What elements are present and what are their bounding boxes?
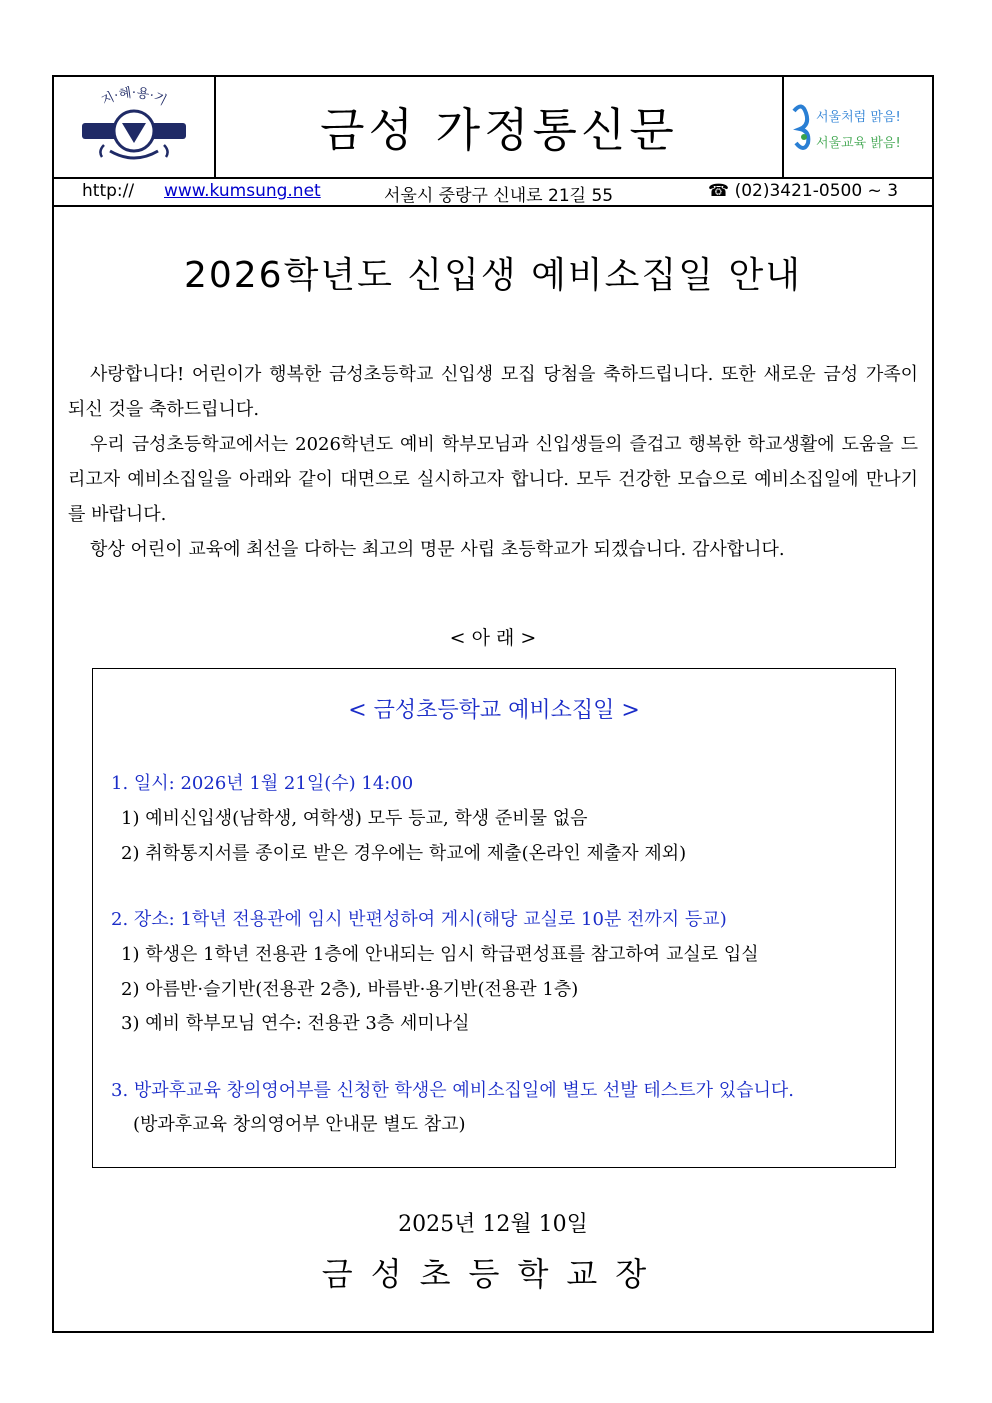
url-prefix: http://: [82, 181, 135, 201]
schedule-subitem: 2) 취학통지서를 종이로 받은 경우에는 학교에 제출(온라인 제출자 제외): [121, 843, 687, 864]
schedule-subitem: (방과후교육 창의영어부 안내문 별도 참고): [133, 1114, 466, 1135]
paragraph: 사랑합니다! 어린이가 행복한 금성초등학교 신입생 모집 당첨을 축하드립니다. 또한 새로운 금성 가족이 되신 것을 축하드립니다.: [68, 364, 918, 420]
schedule-subitem: 1) 예비신입생(남학생, 여학생) 모두 등교, 학생 준비물 없음: [121, 808, 588, 829]
schedule-box-title: < 금성초등학교 예비소집일 >: [348, 698, 640, 723]
schedule-subitem: 1) 학생은 1학년 전용관 1층에 안내되는 임시 학급편성표를 참고하여 교실로 입실: [121, 944, 759, 965]
seoul-education-slogan: [782, 77, 934, 177]
details-heading: < 아 래 >: [449, 627, 537, 649]
issue-date: 2025년 12월 10일: [398, 1212, 588, 1237]
slogan-line-2: 서울교육 밝음!: [816, 136, 901, 151]
school-logo: [54, 77, 216, 177]
schedule-subitem: 3) 예비 학부모님 연수: 전용관 3층 세미나실: [121, 1013, 470, 1034]
newsletter-title: 금성 가정통신문: [320, 103, 678, 157]
paragraph: 우리 금성초등학교에서는 2026학년도 예비 학부모님과 신입생들의 즐겁고 행복한 학교생활에 도움을 드리고자 예비소집일을 아래와 같이 대면으로 실시하고자 합니다. 모두 건강한 모습으로 예비소집일에 만나기를 바랍니다.: [68, 434, 918, 525]
schedule-subitem: 2) 아름반·슬기반(전용관 2층), 바름반·용기반(전용관 1층): [121, 979, 579, 1000]
school-address: 서울시 중랑구 신내로 21길 55: [384, 186, 614, 206]
info-bar: [54, 179, 932, 207]
school-website-link[interactable]: www.kumsung.net: [164, 181, 321, 201]
newsletter-frame: [52, 75, 934, 1333]
paragraph: 항상 어린이 교육에 최선을 다하는 최고의 명문 사립 초등학교가 되겠습니다. 감사합니다.: [90, 539, 785, 560]
document-title: 2026학년도 신입생 예비소집일 안내: [183, 255, 803, 296]
logo-motto: 지·혜·용·기: [99, 85, 169, 109]
schedule-box: [92, 668, 896, 1168]
principal-signature: 금성초등학교장: [321, 1255, 665, 1293]
body-text: [68, 357, 918, 567]
schedule-item-place: 2. 장소: 1학년 전용관에 임시 반편성하여 게시(해당 교실로 10분 전까지 등교): [111, 909, 727, 930]
slogan-line-1: 서울처럼 맑음!: [816, 110, 901, 125]
school-emblem-icon: [54, 77, 214, 177]
schedule-item-date: 1. 일시: 2026년 1월 21일(수) 14:00: [111, 773, 414, 794]
header: [54, 77, 932, 179]
schedule-item-afterschool: 3. 방과후교육 창의영어부를 신청한 학생은 예비소집일에 별도 선발 테스트가 있습니다.: [111, 1080, 794, 1101]
school-phone: ☎ (02)3421-0500 ~ 3: [708, 181, 899, 201]
svg-text:지·혜·용·기: [99, 85, 170, 109]
slogan-logo-icon: [784, 77, 932, 177]
